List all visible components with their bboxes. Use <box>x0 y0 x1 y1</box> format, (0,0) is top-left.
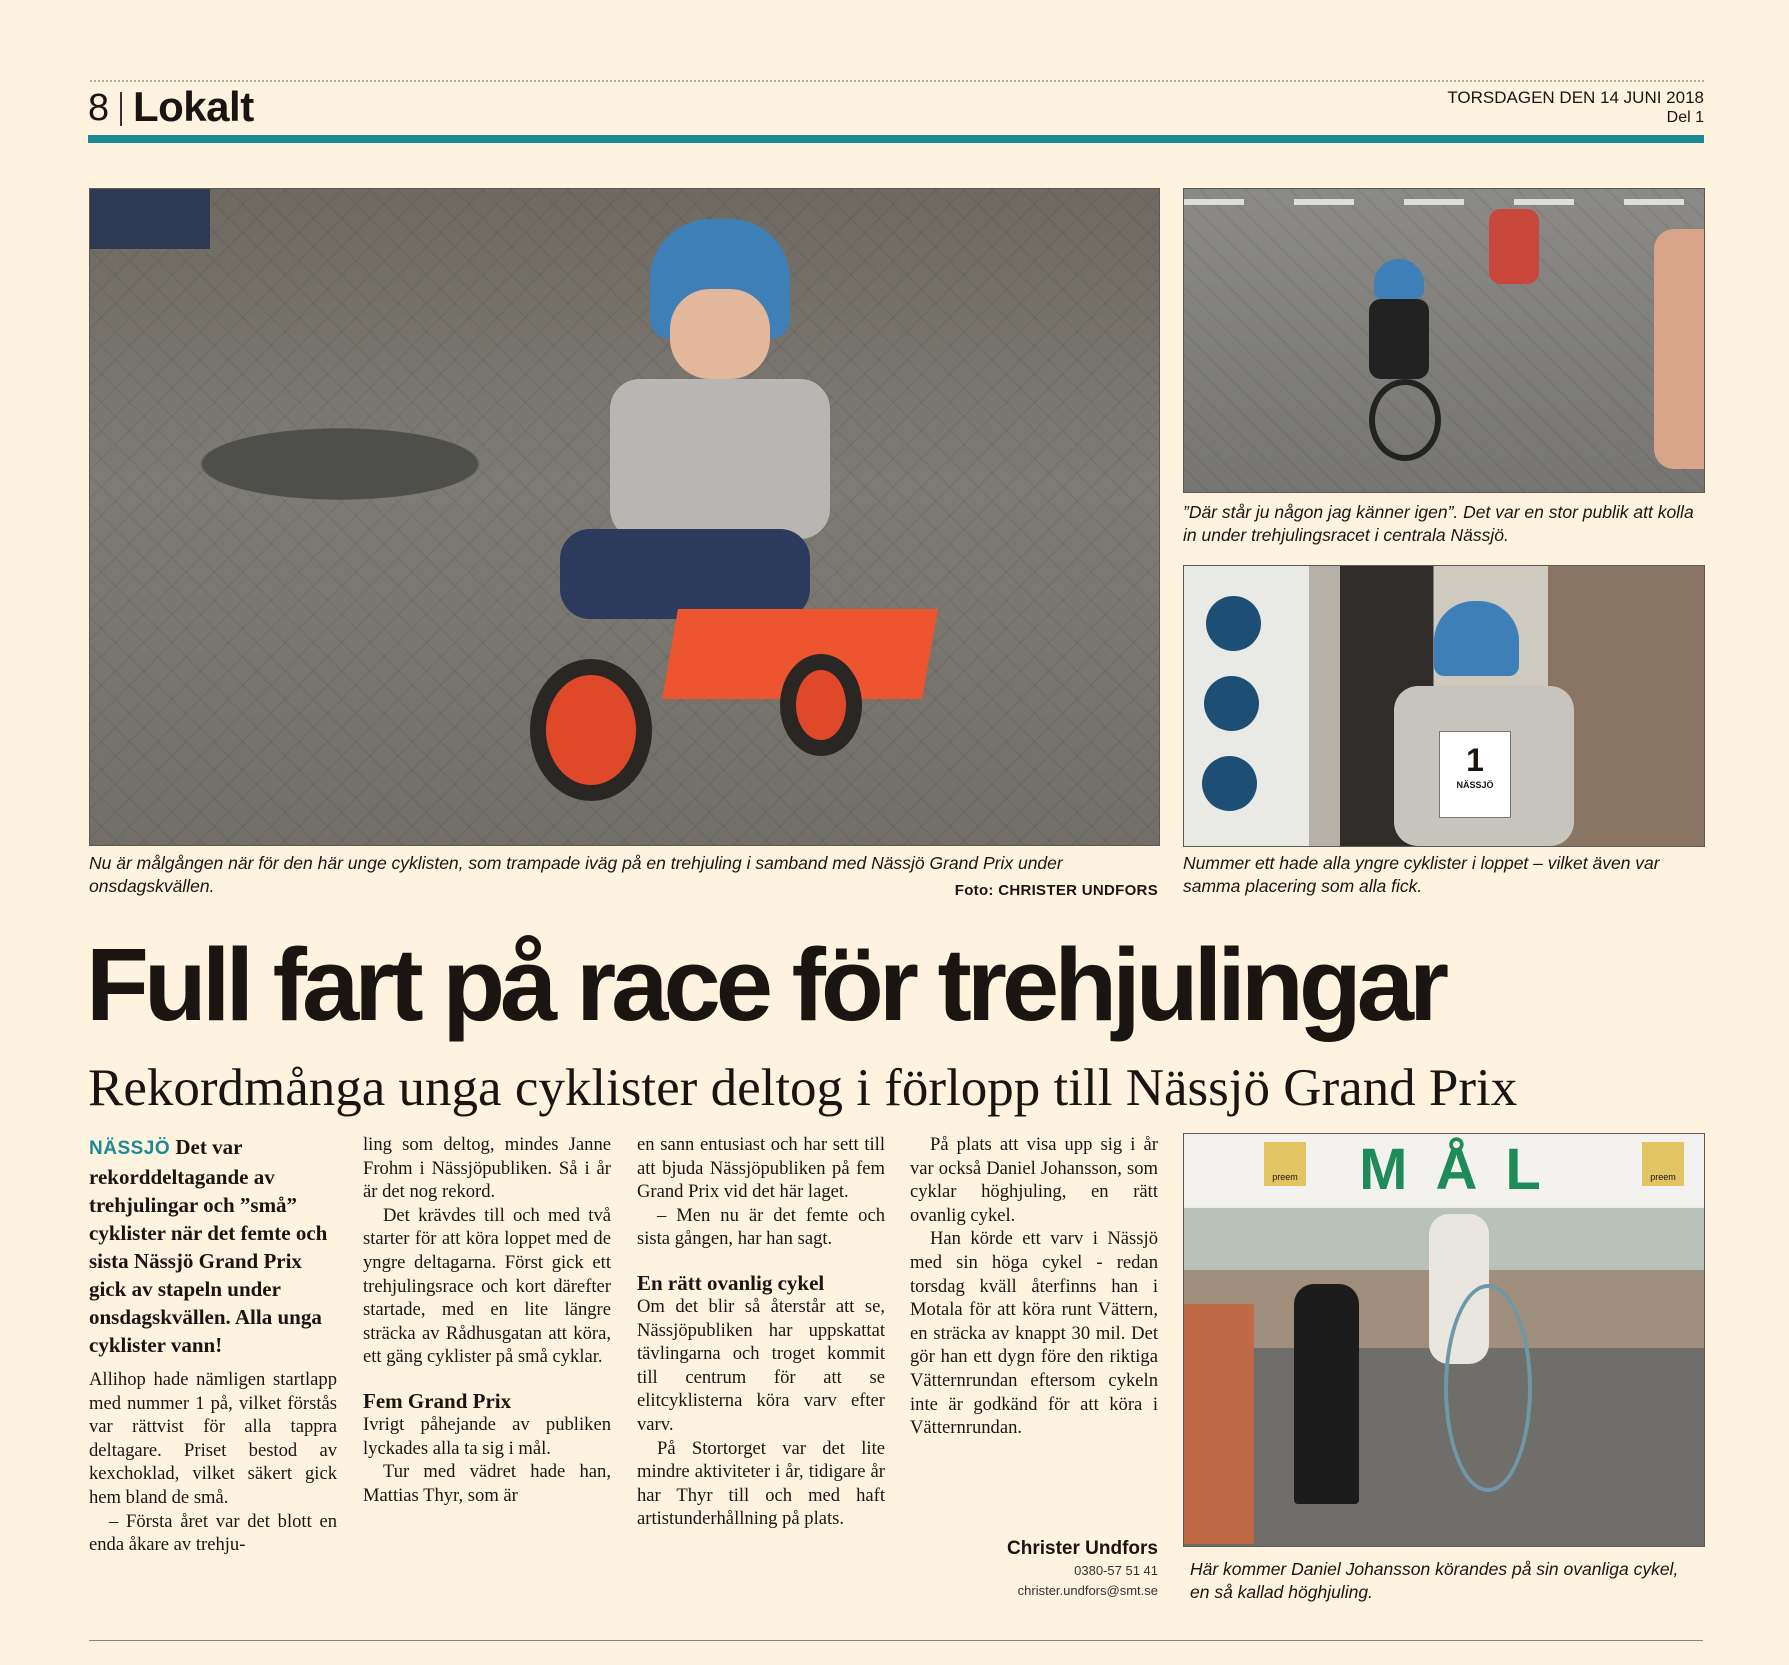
front-wheel <box>530 659 652 801</box>
child-jacket <box>1369 299 1429 379</box>
cycling-icon <box>1204 676 1259 731</box>
second-child <box>1489 209 1539 284</box>
article-column-3 <box>637 1133 885 1531</box>
body-paragraph: Ivrigt påhejande av publiken lyckades alla ta sig i mål. <box>363 1413 611 1459</box>
issue-date: TORSDAGEN DEN 14 JUNI 2018 <box>1447 88 1704 107</box>
photo-penny-farthing <box>1183 1133 1705 1547</box>
body-paragraph: På plats att visa upp sig i år var också Daniel Johansson, som cyklar höghjuling, en rätt ovanlig cykel. <box>910 1134 1158 1226</box>
body-paragraph: På Stortorget var det lite mindre aktiviteter i år, tidigare år har Thyr till och med haft artistunderhållning på plats. <box>637 1437 885 1530</box>
official-figure <box>1294 1284 1359 1504</box>
bib-number: 1 <box>1466 742 1484 778</box>
article-column-2 <box>363 1133 611 1507</box>
bib <box>1439 731 1511 818</box>
place-dateline: NÄSSJÖ <box>89 1138 171 1159</box>
section-rule <box>88 135 1704 143</box>
body-paragraph: – Men nu är det femte och sista gången, har han sagt. <box>637 1204 885 1250</box>
body-paragraph: Det krävdes till och med två starter för att köra loppet med de yngre deltagarna. Först gick ett trehjulingsrace och kort därefter startade, med en lite längre sträcka av Rådhusgatan att köra, ett gäng cyklister på små cyklar. <box>363 1204 611 1368</box>
spectator-hands <box>1654 229 1704 469</box>
body-paragraph: en sann entusiast och har sett till att bjuda Nässjöpubliken på fem Grand Prix vid det här laget. <box>637 1134 885 1203</box>
child-shorts <box>560 529 810 619</box>
subheading-ovanlig-cykel: En rätt ovanlig cykel <box>637 1270 825 1295</box>
header-separator <box>120 92 122 126</box>
subheading-fem-grand-prix: Fem Grand Prix <box>363 1388 512 1413</box>
spectators-left <box>1184 1304 1254 1544</box>
issue-part: Del 1 <box>1666 109 1704 126</box>
high-wheel <box>1444 1284 1532 1492</box>
author-name: Christer Undfors <box>1007 1538 1158 1559</box>
body-paragraph: – Första året var det blott en enda åkare av trehju- <box>89 1510 337 1556</box>
body-paragraph: Han körde ett varv i Nässjö med sin höga cykel - redan torsdag kväll återfinns han i Motala för att köra runt Vättern, en sträcka av knappt 30 mil. Det gör han ett dygn före den riktiga Vätternrundan eftersom cykeln inte är godkänd för att köra i Vätternrundan. <box>910 1228 1158 1439</box>
bib-text: NÄSSJÖ <box>1456 780 1494 790</box>
road-markings <box>1184 199 1704 205</box>
section-title: Lokalt <box>133 83 254 130</box>
author-phone: 0380-57 51 41 <box>1074 1563 1158 1578</box>
sponsor-logo-right: preem <box>1642 1142 1684 1186</box>
body-paragraph: Om det blir så återstår att se, Nässjöpubliken har uppskattat tävlingarna och troget kommit till centrum för att se elitcyklisterna köra varv efter varv. <box>637 1295 885 1435</box>
article-column-4 <box>910 1133 1158 1440</box>
top-right-caption: ”Där står ju någon jag känner igen”. Det var en stor publik att kolla in under trehjulingsracet i centrala Nässjö. <box>1183 502 1694 545</box>
running-icon <box>1206 596 1261 651</box>
byline <box>910 1537 1158 1601</box>
author-email[interactable]: christer.undfors@smt.se <box>1017 1583 1158 1598</box>
top-dotted-rule <box>90 80 1704 82</box>
sponsor-logo-left: preem <box>1264 1142 1306 1186</box>
child-shirt <box>610 379 830 539</box>
balance-bike <box>1369 379 1441 461</box>
child-helmet <box>1374 259 1424 299</box>
helmet <box>1434 601 1519 676</box>
bottom-right-caption: Här kommer Daniel Johansson körandes på sin ovanliga cykel, en så kallad höghjuling. <box>1190 1559 1679 1602</box>
photo-credit: Foto: CHRISTER UNDFORS <box>954 882 1158 899</box>
lead-text: Det var rekorddeltagande av trehjulingar och ”små” cyklister när det femte och sista Nässjö Grand Prix gick av stapeln under onsdagskvällen. Alla unga cyklister vann! <box>89 1135 328 1357</box>
body-paragraph: Allihop hade nämligen startlapp med nummer 1 på, vilket förstås var rättvist för alla tappra deltagare. Priset bestod av kexchoklad, vilket säkert gick hem bland de små. <box>89 1369 337 1508</box>
photo-bib-number <box>1183 565 1705 847</box>
body-paragraph: Tur med vädret hade han, Mattias Thyr, som är <box>363 1461 611 1506</box>
page-number: 8 <box>88 87 110 129</box>
photo-children-on-bikes <box>1183 188 1705 493</box>
main-photo-caption: Nu är målgången när för den här unge cyklisten, som trampade iväg på en trehjuling i samband med Nässjö Grand Prix under onsdagskvällen. <box>89 853 1063 896</box>
bottom-rule <box>89 1640 1703 1641</box>
spectator-legs <box>90 189 210 249</box>
main-photo-tricycle <box>89 188 1160 846</box>
article-column-1 <box>89 1133 337 1557</box>
headline: Full fart på race för trehjulingar <box>86 927 1445 1042</box>
swimming-icon <box>1202 756 1257 811</box>
rear-wheel <box>780 654 862 756</box>
child-face <box>670 289 770 379</box>
subheadline: Rekordmånga unga cyklister deltog i förlopp till Nässjö Grand Prix <box>88 1059 1518 1117</box>
body-paragraph: ling som deltog, mindes Janne Frohm i Nässjöpubliken. Så i år är det nog rekord. <box>363 1134 611 1203</box>
dateline <box>1447 88 1704 128</box>
banner-text: MÅL <box>1359 1137 1569 1202</box>
mid-right-caption: Nummer ett hade alla yngre cyklister i loppet – vilket även var samma placering som alla fick. <box>1183 853 1660 896</box>
lead-paragraph <box>89 1133 337 1359</box>
